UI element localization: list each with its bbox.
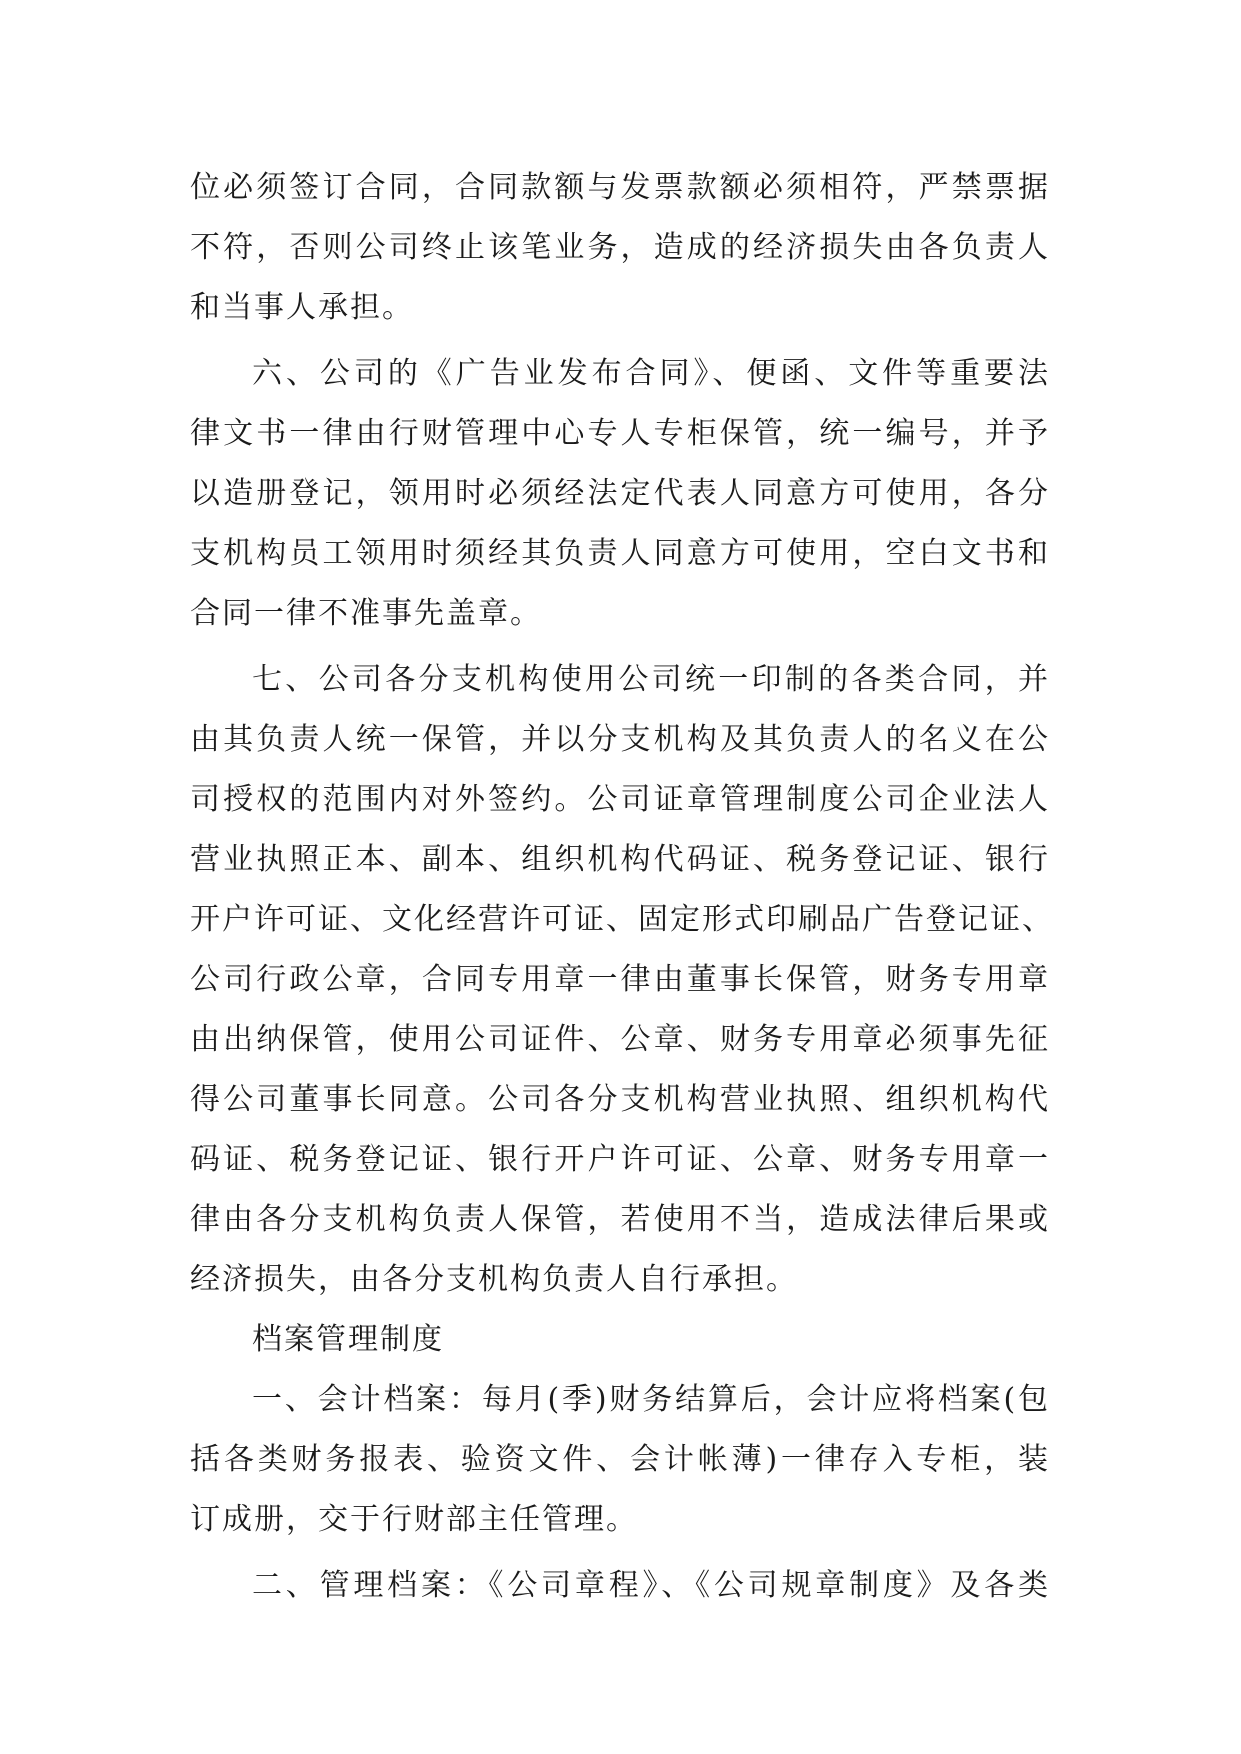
paragraph-line: 不符，否则公司终止该笔业务，造成的经济损失由各负责人 bbox=[190, 230, 1050, 265]
paragraph-line: 经济损失，由各分支机构负责人自行承担。 bbox=[190, 1262, 798, 1297]
paragraph-line: 由其负责人统一保管，并以分支机构及其负责人的名义在公 bbox=[190, 722, 1050, 757]
paragraph-line: 位必须签订合同，合同款额与发票款额必须相符，严禁票据 bbox=[190, 170, 1050, 205]
paragraph-line: 律文书一律由行财管理中心专人专柜保管，统一编号，并予 bbox=[190, 416, 1050, 451]
paragraph-line: 得公司董事长同意。公司各分支机构营业执照、组织机构代 bbox=[190, 1082, 1050, 1117]
paragraph-line: 括各类财务报表、验资文件、会计帐薄)一律存入专柜，装 bbox=[190, 1442, 1050, 1477]
paragraph-line: 六、公司的《广告业发布合同》、便函、文件等重要法 bbox=[252, 356, 1050, 391]
paragraph-line: 营业执照正本、副本、组织机构代码证、税务登记证、银行 bbox=[190, 842, 1050, 877]
paragraph-line: 码证、税务登记证、银行开户许可证、公章、财务专用章一 bbox=[190, 1142, 1050, 1177]
paragraph-line: 订成册，交于行财部主任管理。 bbox=[190, 1502, 638, 1537]
paragraph-line: 以造册登记，领用时必须经法定代表人同意方可使用，各分 bbox=[190, 476, 1050, 511]
document-body bbox=[190, 158, 1054, 1616]
paragraph-line: 公司行政公章，合同专用章一律由董事长保管，财务专用章 bbox=[190, 962, 1050, 997]
paragraph-line: 二、管理档案：《公司章程》、《公司规章制度》及各类 bbox=[252, 1568, 1050, 1603]
section-heading: 档案管理制度 bbox=[252, 1322, 444, 1357]
paragraph-line: 开户许可证、文化经营许可证、固定形式印刷品广告登记证、 bbox=[190, 902, 1054, 937]
paragraph-line: 支机构员工领用时须经其负责人同意方可使用，空白文书和 bbox=[190, 536, 1050, 571]
paragraph-line: 合同一律不准事先盖章。 bbox=[190, 596, 542, 631]
paragraph-line: 律由各分支机构负责人保管，若使用不当，造成法律后果或 bbox=[190, 1202, 1050, 1237]
paragraph-line: 一、会计档案：每月(季)财务结算后，会计应将档案(包 bbox=[252, 1382, 1050, 1417]
paragraph-line: 七、公司各分支机构使用公司统一印制的各类合同，并 bbox=[252, 662, 1050, 697]
paragraph-line: 和当事人承担。 bbox=[190, 290, 414, 325]
paragraph-line: 司授权的范围内对外签约。公司证章管理制度公司企业法人 bbox=[190, 782, 1050, 817]
paragraph-line: 由出纳保管，使用公司证件、公章、财务专用章必须事先征 bbox=[190, 1022, 1050, 1057]
